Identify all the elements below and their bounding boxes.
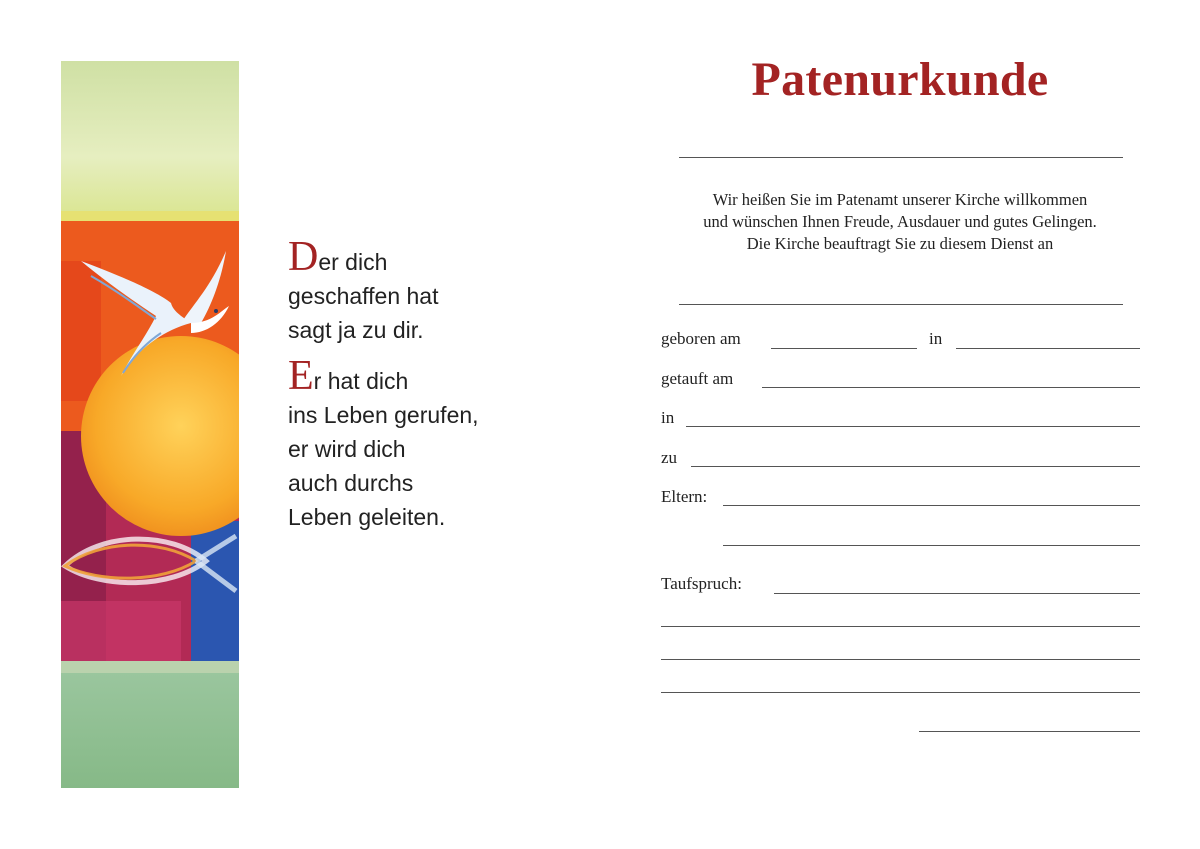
poem-line: geschaffen hat — [288, 283, 439, 309]
church-label: zu — [661, 448, 678, 467]
verse-label: Taufspruch: — [661, 574, 742, 593]
parents-label: Eltern: — [661, 487, 708, 506]
poem-line-text: er dich — [318, 249, 388, 275]
birth-date-line[interactable] — [771, 348, 917, 349]
signature-line[interactable] — [919, 731, 1140, 732]
certificate-title: Patenurkunde — [751, 53, 1049, 106]
verse-line-2[interactable] — [661, 626, 1140, 627]
intro-line: und wünschen Ihnen Freude, Ausdauer und gutes Gelingen. — [703, 212, 1097, 231]
dove-painting-illustration — [61, 61, 239, 788]
poem-line: ins Leben gerufen, — [288, 402, 479, 428]
baptism-date-line[interactable] — [762, 387, 1140, 388]
poem-line-text: r hat dich — [313, 368, 409, 394]
poem-line: sagt ja zu dir. — [288, 317, 424, 343]
birth-place-line[interactable] — [956, 348, 1140, 349]
parents-line-1[interactable] — [723, 505, 1140, 506]
church-name-line[interactable] — [691, 466, 1140, 467]
verse-line-3[interactable] — [661, 659, 1140, 660]
poem — [288, 234, 588, 546]
intro-text — [655, 189, 1145, 255]
intro-line: Die Kirche beauftragt Sie zu diesem Dienst an — [746, 234, 1054, 253]
intro-line: Wir heißen Sie im Patenamt unserer Kirche willkommen — [712, 190, 1088, 209]
drop-cap: E — [288, 353, 314, 399]
poem-line — [288, 234, 588, 280]
drop-cap: D — [288, 234, 319, 280]
name-line[interactable] — [679, 157, 1123, 158]
poem-line: er wird dich — [288, 436, 406, 462]
poem-stanza-2 — [288, 353, 588, 534]
baptized-label: getauft am — [661, 369, 734, 388]
verse-line-4[interactable] — [661, 692, 1140, 693]
birth-place-label: in — [929, 329, 943, 348]
poem-line — [288, 353, 588, 399]
church-in-label: in — [661, 408, 675, 427]
baptism-place-line[interactable] — [686, 426, 1140, 427]
poem-line: auch durchs — [288, 470, 414, 496]
poem-line: Leben geleiten. — [288, 504, 446, 530]
verse-line-1[interactable] — [774, 593, 1140, 594]
parents-line-2[interactable] — [723, 545, 1140, 546]
born-label: geboren am — [661, 329, 741, 348]
godchild-name-line[interactable] — [679, 304, 1123, 305]
poem-stanza-1 — [288, 234, 588, 347]
